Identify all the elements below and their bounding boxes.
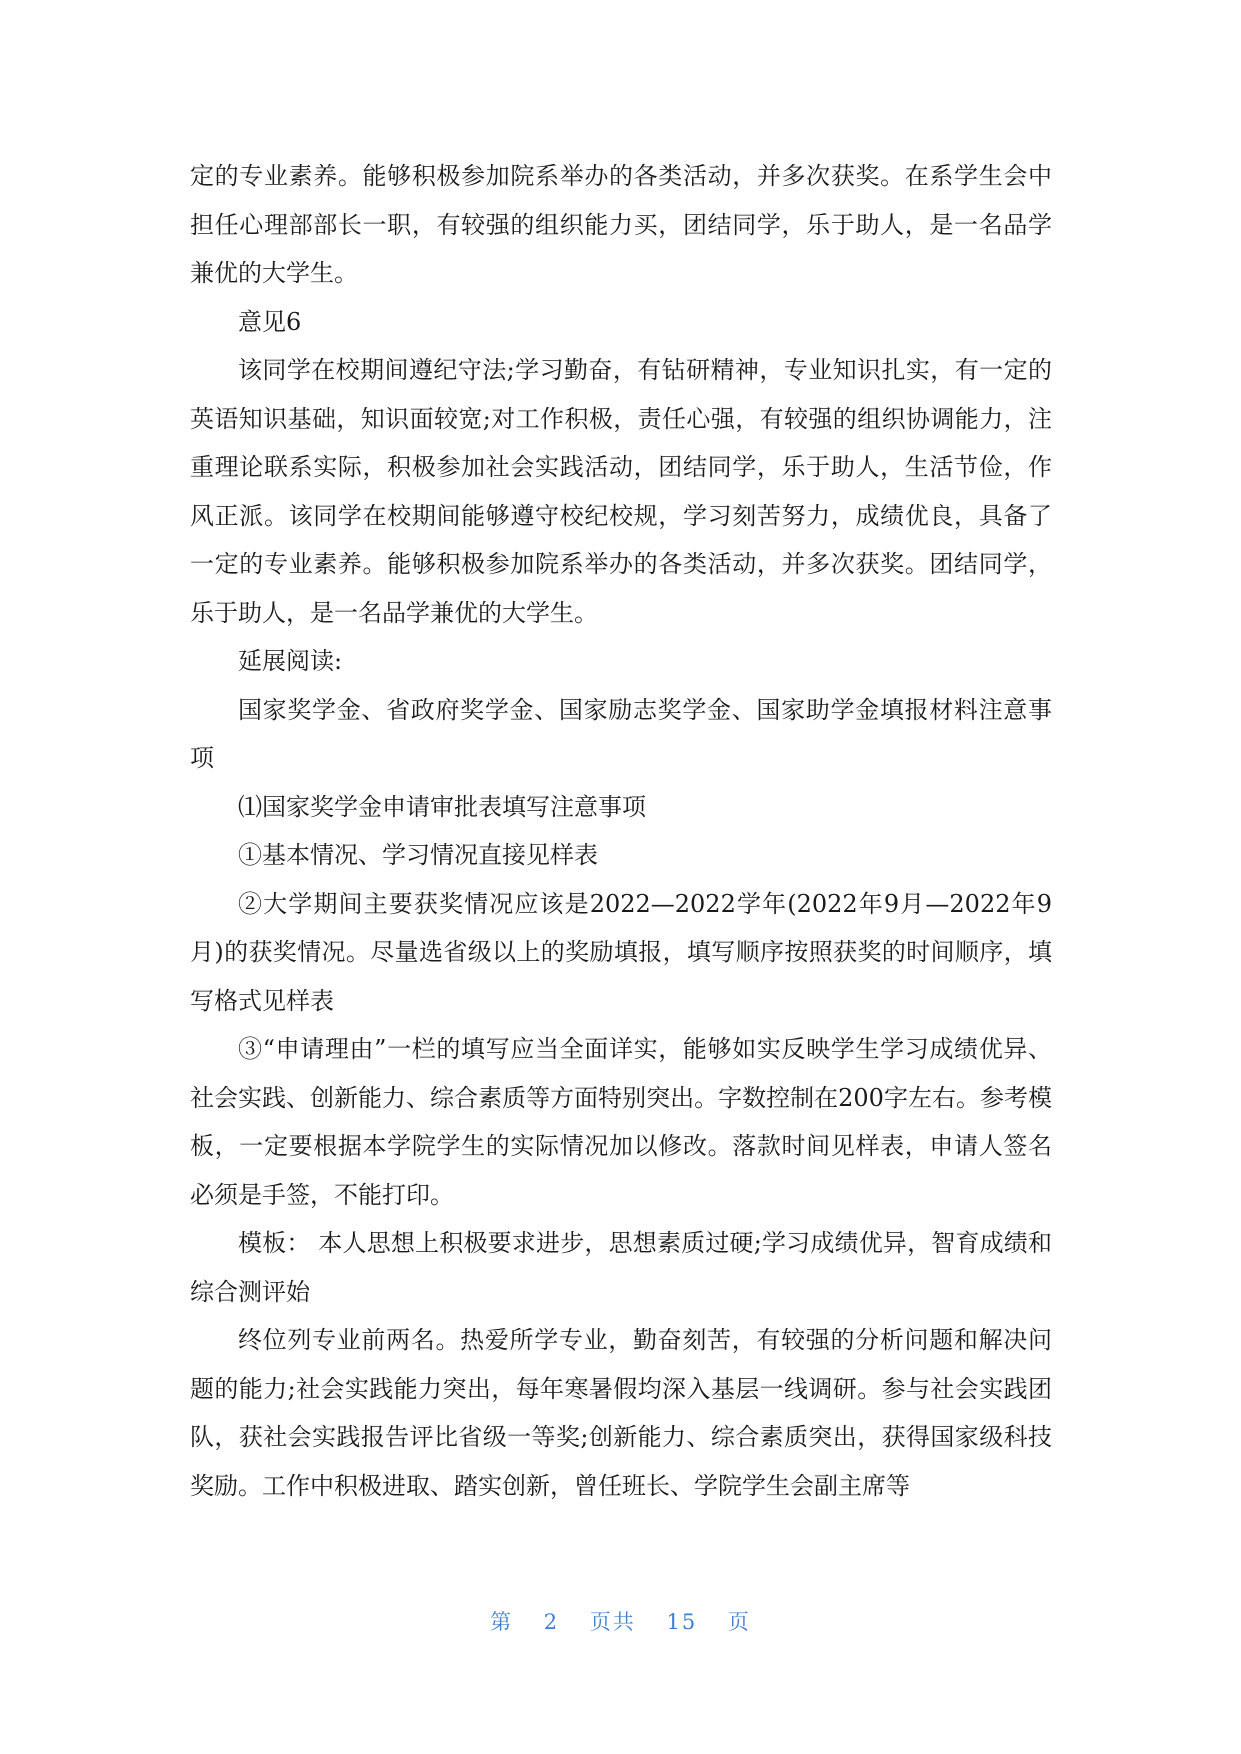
paragraph-9: ③“申请理由”一栏的填写应当全面详实，能够如实反映学生学习成绩优异、社会实践、创新能力、综合素质等方面特别突出。字数控制在200字左右。参考模板，一定要根据本学院学生的实际情况加以修改。落款时间见样表，申请人签名必须是手签，不能打印。 <box>190 1035 1052 1209</box>
footer-total-pages: 15 <box>666 1610 698 1634</box>
document-body <box>190 152 1052 1510</box>
paragraph-1: 定的专业素养。能够积极参加院系举办的各类活动，并多次获奖。在系学生会中担任心理部部长一职，有较强的组织能力买，团结同学，乐于助人，是一名品学兼优的大学生。 <box>190 162 1052 287</box>
page-footer <box>0 1606 1241 1636</box>
paragraph-7: ①基本情况、学习情况直接见样表 <box>238 841 598 869</box>
paragraph-11: 终位列专业前两名。热爱所学专业，勤奋刻苦，有较强的分析问题和解决问题的能力;社会实践能力突出，每年寒暑假均深入基层一线调研。参与社会实践团队，获社会实践报告评比省级一等奖;创新能力、综合素质突出，获得国家级科技奖励。工作中积极进取、踏实创新，曾任班长、学院学生会副主席等 <box>190 1326 1052 1500</box>
footer-current-page: 2 <box>543 1610 560 1634</box>
paragraph-4: 延展阅读: <box>238 647 343 675</box>
paragraph-6: ⑴国家奖学金申请审批表填写注意事项 <box>238 792 646 821</box>
footer-prefix: 第 <box>490 1610 514 1634</box>
paragraph-10: 模板： 本人思想上积极要求进步，思想素质过硬;学习成绩优异，智育成绩和综合测评始 <box>190 1229 1052 1306</box>
paragraph-2: 意见6 <box>238 307 302 336</box>
footer-middle: 页共 <box>589 1610 636 1634</box>
paragraph-5: 国家奖学金、省政府奖学金、国家励志奖学金、国家助学金填报材料注意事项 <box>190 695 1052 772</box>
footer-suffix: 页 <box>727 1610 751 1634</box>
paragraph-3: 该同学在校期间遵纪守法;学习勤奋，有钻研精神，专业知识扎实，有一定的英语知识基础，知识面较宽;对工作积极，责任心强，有较强的组织协调能力，注重理论联系实际，积极参加社会实践活动，团结同学，乐于助人，生活节俭，作风正派。该同学在校期间能够遵守校纪校规，学习刻苦努力，成绩优良，具备了一定的专业素养。能够积极参加院系举办的各类活动，并多次获奖。团结同学，乐于助人，是一名品学兼优的大学生。 <box>190 356 1052 627</box>
paragraph-8: ②大学期间主要获奖情况应该是2022—2022学年(2022年9月—2022年9月)的获奖情况。尽量选省级以上的奖励填报，填写顺序按照获奖的时间顺序，填写格式见样表 <box>190 889 1052 1015</box>
